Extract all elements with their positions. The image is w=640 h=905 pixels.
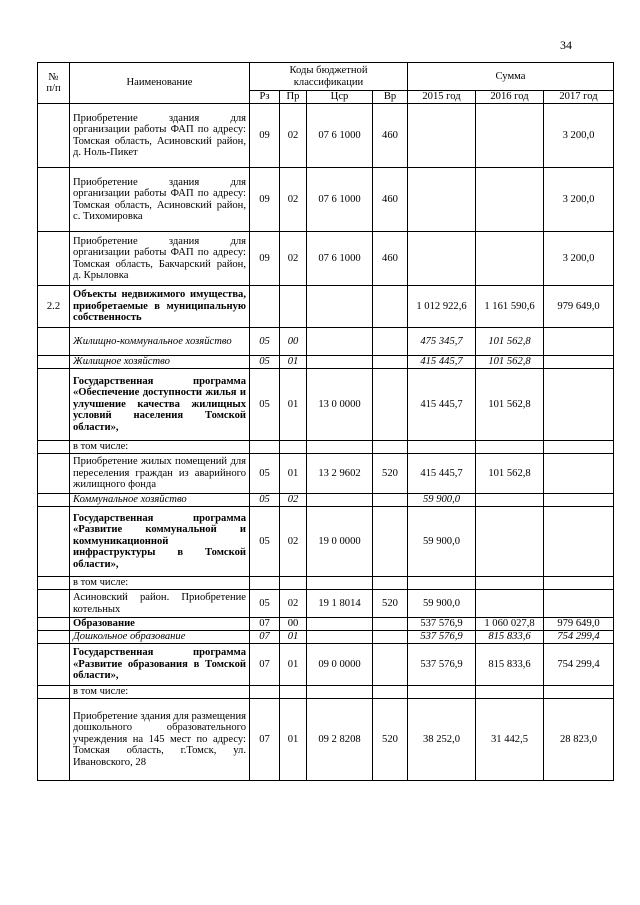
cell-y2017: 3 200,0 [544, 104, 614, 168]
cell-num [38, 369, 70, 441]
cell-y2016: 101 562,8 [476, 328, 544, 356]
table-row [38, 369, 614, 441]
cell-csr: 07 6 1000 [307, 232, 373, 286]
cell-csr [307, 441, 373, 454]
cell-csr [307, 286, 373, 328]
cell-y2016 [476, 168, 544, 232]
cell-csr [307, 328, 373, 356]
cell-num [38, 494, 70, 507]
cell-rz: 09 [250, 232, 280, 286]
header-name: Наименование [70, 63, 250, 104]
cell-vr [373, 356, 408, 369]
table-row [38, 356, 614, 369]
cell-csr: 09 0 0000 [307, 644, 373, 686]
cell-csr: 13 2 9602 [307, 454, 373, 494]
cell-pr: 01 [280, 454, 307, 494]
cell-name: Асиновский район. Приобретение котельных [70, 590, 250, 618]
cell-name: Жилищное хозяйство [70, 356, 250, 369]
cell-rz: 07 [250, 699, 280, 781]
table-row [38, 699, 614, 781]
cell-y2017: 979 649,0 [544, 286, 614, 328]
cell-y2017 [544, 441, 614, 454]
cell-pr: 02 [280, 507, 307, 577]
cell-y2016 [476, 104, 544, 168]
cell-vr [373, 328, 408, 356]
cell-num: 2.2 [38, 286, 70, 328]
cell-rz: 09 [250, 104, 280, 168]
cell-num [38, 631, 70, 644]
cell-pr: 01 [280, 699, 307, 781]
cell-vr [373, 631, 408, 644]
cell-name: Коммунальное хозяйство [70, 494, 250, 507]
cell-num [38, 699, 70, 781]
cell-rz: 05 [250, 454, 280, 494]
cell-vr [373, 507, 408, 577]
cell-rz [250, 577, 280, 590]
table-row [38, 644, 614, 686]
cell-y2017: 3 200,0 [544, 168, 614, 232]
cell-y2015: 475 345,7 [408, 328, 476, 356]
cell-pr: 02 [280, 494, 307, 507]
cell-pr [280, 441, 307, 454]
cell-csr: 19 0 0000 [307, 507, 373, 577]
cell-vr [373, 644, 408, 686]
table-row [38, 286, 614, 328]
cell-vr: 460 [373, 104, 408, 168]
cell-pr: 01 [280, 644, 307, 686]
table-row [38, 507, 614, 577]
cell-y2015 [408, 686, 476, 699]
cell-vr [373, 494, 408, 507]
cell-y2016 [476, 590, 544, 618]
cell-y2016: 101 562,8 [476, 356, 544, 369]
cell-num [38, 328, 70, 356]
cell-vr: 520 [373, 454, 408, 494]
cell-pr: 00 [280, 618, 307, 631]
cell-y2016: 1 060 027,8 [476, 618, 544, 631]
header-pr: Пр [280, 91, 307, 104]
table-row [38, 618, 614, 631]
cell-num [38, 232, 70, 286]
header-2016: 2016 год [476, 91, 544, 104]
cell-y2017 [544, 356, 614, 369]
cell-y2016: 815 833,6 [476, 631, 544, 644]
table-row [38, 454, 614, 494]
cell-y2015 [408, 577, 476, 590]
cell-csr [307, 494, 373, 507]
budget-table [37, 62, 614, 781]
cell-name: Приобретение жилых помещений для переселения граждан из аварийного жилищного фонда [70, 454, 250, 494]
cell-y2015: 537 576,9 [408, 631, 476, 644]
cell-num [38, 356, 70, 369]
cell-vr: 460 [373, 232, 408, 286]
cell-y2015 [408, 104, 476, 168]
cell-pr [280, 686, 307, 699]
cell-csr: 13 0 0000 [307, 369, 373, 441]
cell-y2015: 537 576,9 [408, 618, 476, 631]
cell-vr [373, 686, 408, 699]
cell-vr: 520 [373, 590, 408, 618]
cell-num [38, 454, 70, 494]
cell-rz [250, 286, 280, 328]
cell-num [38, 590, 70, 618]
cell-y2017: 3 200,0 [544, 232, 614, 286]
cell-y2017: 28 823,0 [544, 699, 614, 781]
cell-y2015 [408, 441, 476, 454]
table-row [38, 232, 614, 286]
cell-y2016: 101 562,8 [476, 369, 544, 441]
cell-name: Приобретение здания для организации работы ФАП по адресу: Томская область, Асиновский район, д. Ноль-Пикет [70, 104, 250, 168]
table-row [38, 104, 614, 168]
cell-csr [307, 356, 373, 369]
cell-y2016 [476, 577, 544, 590]
cell-y2015: 415 445,7 [408, 356, 476, 369]
cell-name: в том числе: [70, 686, 250, 699]
cell-y2016 [476, 494, 544, 507]
table-row [38, 441, 614, 454]
cell-pr: 02 [280, 168, 307, 232]
cell-num [38, 618, 70, 631]
cell-y2016: 1 161 590,6 [476, 286, 544, 328]
cell-rz: 07 [250, 644, 280, 686]
cell-vr [373, 369, 408, 441]
cell-rz [250, 441, 280, 454]
header-2015: 2015 год [408, 91, 476, 104]
cell-name: Государственная программа «Обеспечение доступности жилья и улучшение качества жилищных условий населения Томской области», [70, 369, 250, 441]
cell-num [38, 168, 70, 232]
cell-y2015: 38 252,0 [408, 699, 476, 781]
header-sum: Сумма [408, 63, 614, 91]
table-row [38, 686, 614, 699]
cell-name: Приобретение здания для организации работы ФАП по адресу: Томская область, Асиновский район, с. Тихомировка [70, 168, 250, 232]
cell-pr: 01 [280, 369, 307, 441]
cell-pr: 01 [280, 356, 307, 369]
cell-y2015: 59 900,0 [408, 590, 476, 618]
cell-y2016 [476, 232, 544, 286]
cell-num [38, 507, 70, 577]
cell-y2016: 31 442,5 [476, 699, 544, 781]
header-rz: Рз [250, 91, 280, 104]
cell-rz: 07 [250, 618, 280, 631]
table-row [38, 494, 614, 507]
cell-y2015: 415 445,7 [408, 369, 476, 441]
cell-vr [373, 286, 408, 328]
cell-rz: 05 [250, 369, 280, 441]
cell-pr [280, 577, 307, 590]
cell-vr: 460 [373, 168, 408, 232]
cell-csr [307, 577, 373, 590]
cell-y2017 [544, 494, 614, 507]
table-body [38, 104, 614, 781]
cell-rz: 09 [250, 168, 280, 232]
cell-rz: 05 [250, 507, 280, 577]
cell-y2015 [408, 232, 476, 286]
cell-y2016 [476, 686, 544, 699]
cell-name: Государственная программа «Развитие коммунальной и коммуникационной инфраструктуры в Томской области», [70, 507, 250, 577]
cell-name: Образование [70, 618, 250, 631]
cell-vr [373, 577, 408, 590]
cell-y2016: 815 833,6 [476, 644, 544, 686]
cell-csr [307, 686, 373, 699]
cell-num [38, 104, 70, 168]
header-codes: Коды бюджетной классификации [250, 63, 408, 91]
page-number: 34 [560, 38, 572, 52]
cell-num [38, 577, 70, 590]
cell-y2015 [408, 168, 476, 232]
cell-pr: 00 [280, 328, 307, 356]
table-row [38, 631, 614, 644]
cell-name: Объекты недвижимого имущества, приобретаемые в муниципальную собственность [70, 286, 250, 328]
cell-y2015: 415 445,7 [408, 454, 476, 494]
table-row [38, 577, 614, 590]
cell-y2017: 754 299,4 [544, 631, 614, 644]
cell-rz: 05 [250, 356, 280, 369]
cell-y2017 [544, 369, 614, 441]
cell-y2016 [476, 507, 544, 577]
cell-vr: 520 [373, 699, 408, 781]
cell-y2015: 59 900,0 [408, 507, 476, 577]
cell-pr: 02 [280, 232, 307, 286]
cell-name: Государственная программа «Развитие образования в Томской области», [70, 644, 250, 686]
cell-csr: 19 1 8014 [307, 590, 373, 618]
cell-csr [307, 618, 373, 631]
cell-y2017: 979 649,0 [544, 618, 614, 631]
header-2017: 2017 год [544, 91, 614, 104]
cell-name: в том числе: [70, 441, 250, 454]
cell-rz: 05 [250, 590, 280, 618]
cell-y2017 [544, 686, 614, 699]
cell-name: Приобретение здания для размещения дошкольного образовательного учреждения на 145 мест по адресу: Томская область, г.Томск, ул. Ивановского, 28 [70, 699, 250, 781]
cell-csr [307, 631, 373, 644]
cell-num [38, 686, 70, 699]
cell-name: Приобретение здания для организации работы ФАП по адресу: Томская область, Бакчарский район, д. Крыловка [70, 232, 250, 286]
cell-rz: 05 [250, 328, 280, 356]
cell-rz: 05 [250, 494, 280, 507]
table-row [38, 590, 614, 618]
cell-rz [250, 686, 280, 699]
cell-name: в том числе: [70, 577, 250, 590]
cell-pr: 02 [280, 590, 307, 618]
cell-y2015: 59 900,0 [408, 494, 476, 507]
cell-csr: 09 2 8208 [307, 699, 373, 781]
cell-csr: 07 6 1000 [307, 168, 373, 232]
cell-y2017 [544, 507, 614, 577]
cell-pr: 01 [280, 631, 307, 644]
cell-pr [280, 286, 307, 328]
cell-y2017 [544, 328, 614, 356]
cell-vr [373, 441, 408, 454]
cell-y2017 [544, 590, 614, 618]
cell-y2017 [544, 577, 614, 590]
cell-y2017: 754 299,4 [544, 644, 614, 686]
cell-num [38, 644, 70, 686]
header-num: № п/п [38, 63, 70, 104]
cell-y2017 [544, 454, 614, 494]
cell-vr [373, 618, 408, 631]
cell-num [38, 441, 70, 454]
cell-y2016 [476, 441, 544, 454]
cell-y2015: 1 012 922,6 [408, 286, 476, 328]
cell-rz: 07 [250, 631, 280, 644]
cell-name: Жилищно-коммунальное хозяйство [70, 328, 250, 356]
table-row [38, 328, 614, 356]
header-csr: Цср [307, 91, 373, 104]
cell-y2015: 537 576,9 [408, 644, 476, 686]
header-vr: Вр [373, 91, 408, 104]
table-row [38, 168, 614, 232]
cell-csr: 07 6 1000 [307, 104, 373, 168]
cell-pr: 02 [280, 104, 307, 168]
cell-y2016: 101 562,8 [476, 454, 544, 494]
cell-name: Дошкольное образование [70, 631, 250, 644]
